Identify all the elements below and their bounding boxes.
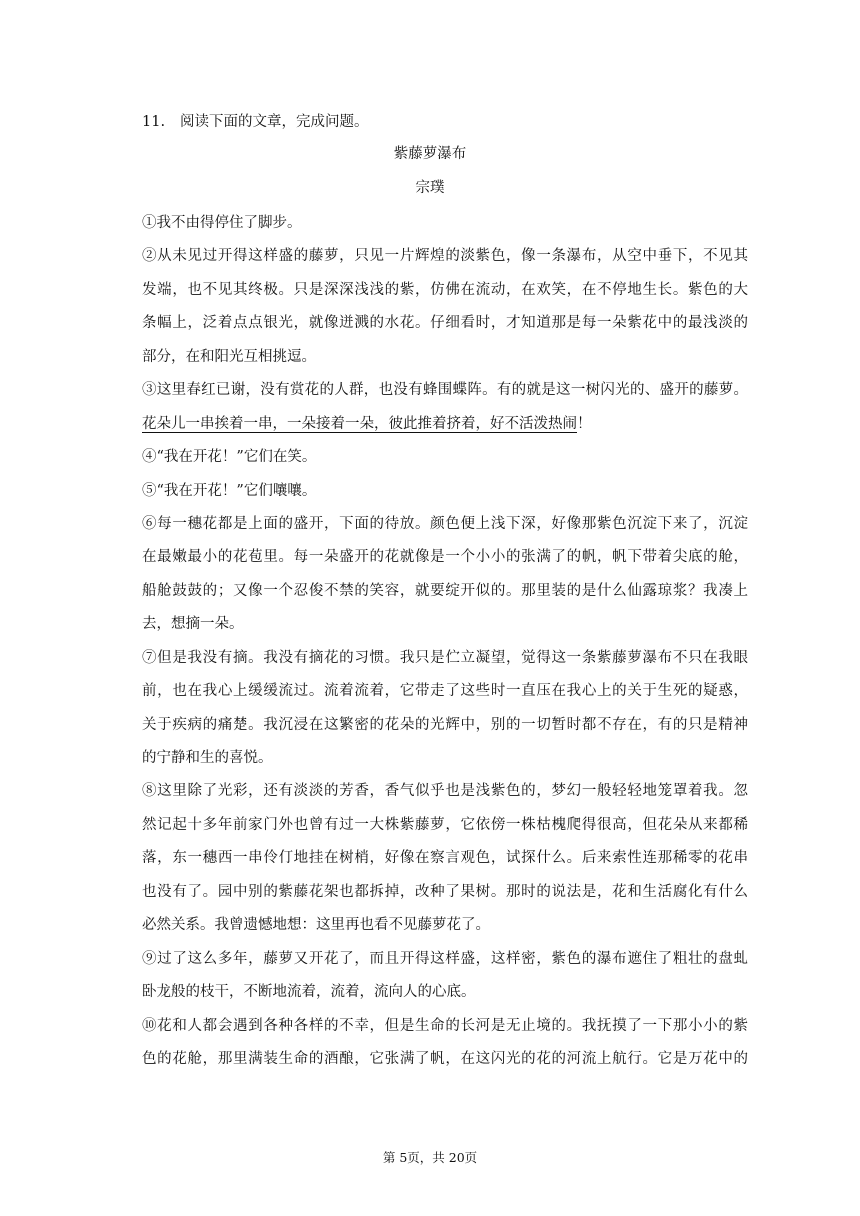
- paragraph-line: 部分，在和阳光互相挑逗。: [142, 348, 316, 365]
- article-author: 宗璞: [415, 180, 445, 196]
- paragraph-line: ⑩花和人都会遇到各种各样的不幸，但是生命的长河是无止境的。我抚摸了一下那小小的紫: [142, 1017, 748, 1034]
- paragraph-line: 关于疾病的痛楚。我沉浸在这繁密的花朵的光辉中，别的一切暂时都不存在，有的只是精神: [142, 716, 748, 733]
- paragraph-line: 在最嫩最小的花苞里。每一朵盛开的花就像是一个小小的张满了的帆，帆下带着尖底的舱，: [142, 549, 748, 566]
- paragraph-line: ⑦但是我没有摘。我没有摘花的习惯。我只是伫立凝望，觉得这一条紫藤萝瀑布不只在我眼: [142, 649, 748, 666]
- underlined-sentence: 花朵儿一串挨着一串，一朵接着一朵，彼此推着挤着，好不活泼热闹: [142, 415, 577, 432]
- article-title: 紫藤萝瀑布: [393, 146, 467, 162]
- paragraph-line: ⑤“我在开花！”它们嚷嚷。: [142, 482, 317, 499]
- paragraph-line: 的宁静和生的喜悦。: [142, 750, 273, 766]
- paragraph-line: ⑨过了这么多年，藤萝又开花了，而且开得这样盛，这样密，紫色的瀑布遮住了粗壮的盘虬: [142, 950, 748, 967]
- paragraph-line: ③这里春红已谢，没有赏花的人群，也没有蜂围蝶阵。有的就是这一树闪光的、盛开的藤萝。: [142, 382, 748, 399]
- paragraph-line: 落，东一穗西一串伶仃地挂在树梢，好像在察言观色，试探什么。后来索性连那稀零的花串: [142, 850, 748, 867]
- question-heading: [142, 110, 369, 134]
- paragraph-line: 发端，也不见其终极。只是深深浅浅的紫，仿佛在流动，在欢笑，在不停地生长。紫色的大: [142, 281, 748, 298]
- paragraph-line: 前，也在我心上缓缓流过。流着流着，它带走了这些时一直压在我心上的关于生死的疑惑，: [142, 683, 748, 700]
- paragraph-line: ④“我在开花！”它们在笑。: [142, 449, 317, 466]
- underlined-sentence-line: [142, 411, 748, 444]
- paragraph-line: 船舱鼓鼓的；又像一个忍俊不禁的笑容，就要绽开似的。那里装的是什么仙露琼浆？我凑上: [142, 582, 748, 599]
- paragraph-line: ②从未见过开得这样盛的藤萝，只见一片辉煌的淡紫色，像一条瀑布，从空中垂下，不见其: [142, 248, 748, 265]
- paragraph-line: 去，想摘一朵。: [142, 616, 244, 633]
- paragraph-line: ⑧这里除了光彩，还有淡淡的芳香，香气似乎也是浅紫色的，梦幻一般轻轻地笼罩着我。忽: [142, 783, 748, 800]
- paragraph-line: 必然关系。我曾遗憾地想：这里再也看不见藤萝花了。: [142, 917, 490, 934]
- paragraph-line: ⑥每一穗花都是上面的盛开，下面的待放。颜色便上浅下深，好像那紫色沉淀下来了，沉淀: [142, 515, 748, 532]
- paragraph-line: 条幅上，泛着点点银光，就像迸溅的水花。仔细看时，才知道那是每一朵紫花中的最浅淡的: [142, 315, 748, 332]
- paragraph-line: 然记起十多年前家门外也曾有过一大株紫藤萝，它依傍一株枯槐爬得很高，但花朵从来都稀: [142, 816, 748, 833]
- paragraph-line: 也没有了。园中别的紫藤花架也都拆掉，改种了果树。那时的说法是，花和生活腐化有什么: [142, 883, 748, 900]
- page-footer: 第 5页，共 20页: [382, 1150, 478, 1165]
- question-prompt: 阅读下面的文章，完成问题。: [180, 114, 369, 130]
- article-body: [142, 210, 748, 1079]
- paragraph-line: ①我不由得停住了脚步。: [142, 215, 302, 231]
- question-number: 11.: [142, 114, 166, 130]
- paragraph-line: 色的花舱，那里满装生命的酒酿，它张满了帆，在这闪光的花的河流上航行。它是万花中的: [142, 1050, 748, 1067]
- exclamation-mark: ！: [577, 415, 592, 432]
- paragraph-line: 卧龙般的枝干，不断地流着，流着，流向人的心底。: [142, 984, 476, 1001]
